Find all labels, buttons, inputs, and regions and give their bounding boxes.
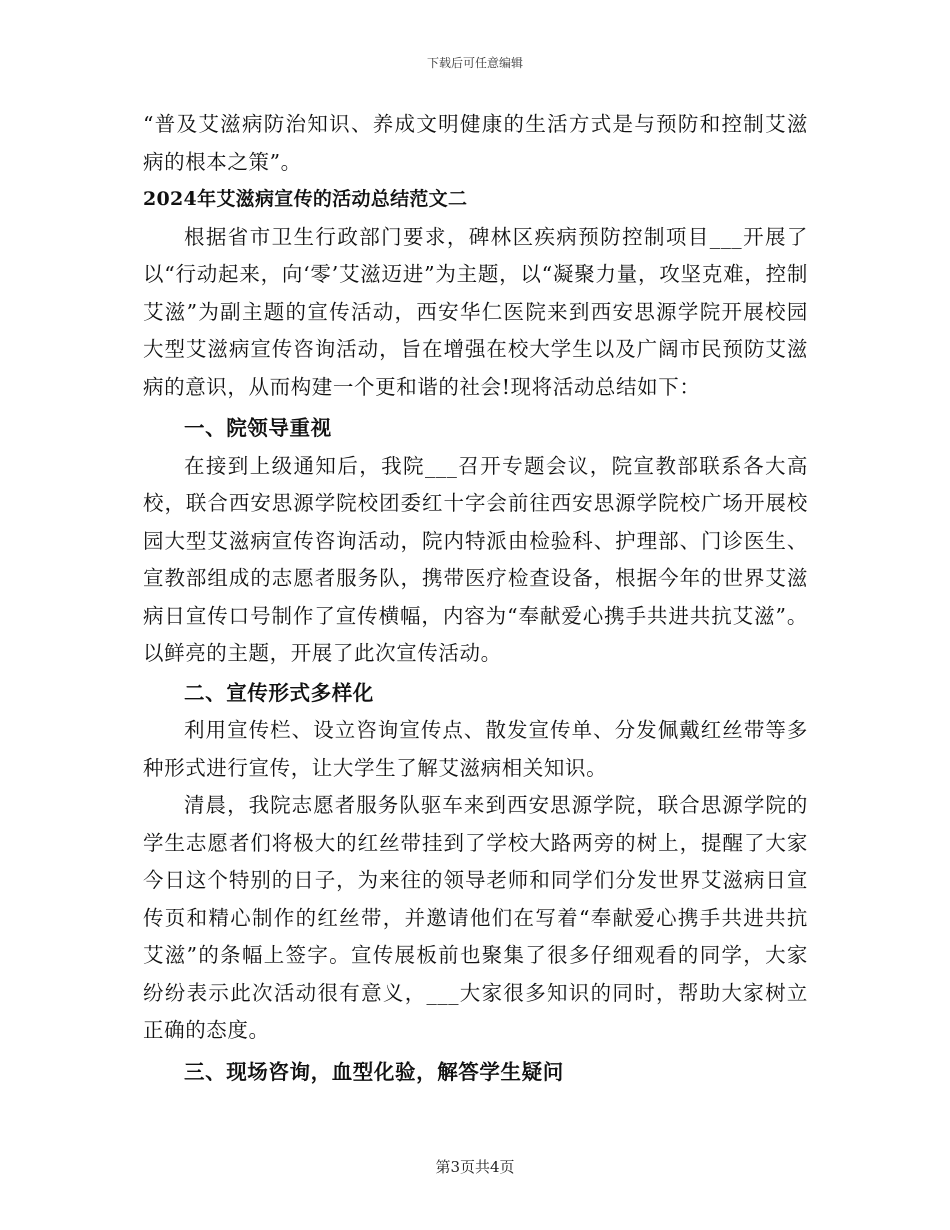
page-footer: 第3页共4页 [435,1158,515,1176]
paragraph-overview: 根据省市卫生行政部门要求，碑林区疾病预防控制项目___开展了以“行动起来，向‘零’艾滋迈进”为主题，以“凝聚力量，攻坚克难，控制艾滋”为副主题的宣传活动，西安华仁医院来到西安思源学院开展校园大型艾滋病宣传咨询活动，旨在增强在校大学生以及广阔市民预防艾滋病的意识，从而构建一个更和谐的社会!现将活动总结如下： [143,224,808,399]
page-header: 下载后可任意编辑 [426,56,523,70]
paragraph-leadership: 在接到上级通知后，我院___召开专题会议，院宣教部联系各大高校，联合西安思源学院校团委红十字会前往西安思源学院校广场开展校园大型艾滋病宣传咨询活动，院内特派由检验科、护理部、门诊医生、宣教部组成的志愿者服务队，携带医疗检查设备，根据今年的世界艾滋病日宣传口号制作了宣传横幅，内容为“奉献爱心携手共进共抗艾滋”。以鲜亮的主题，开展了此次宣传活动。 [143,453,808,665]
intro-paragraph: “普及艾滋病防治知识、养成文明健康的生活方式是与预防和控制艾滋病的根本之策”。 [143,112,808,174]
document-title: 2024年艾滋病宣传的活动总结范文二 [143,188,468,210]
section-heading-2: 二、宣传形式多样化 [184,680,374,705]
document-body [143,106,808,1091]
paragraph-morning: 清晨，我院志愿者服务队驱车来到西安思源学院，联合思源学院的学生志愿者们将极大的红丝带挂到了学校大路两旁的树上，提醒了大家今日这个特别的日子，为来往的领导老师和同学们分发世界艾滋病日宣传页和精心制作的红丝带，并邀请他们在写着“奉献爱心携手共进共抗艾滋”的条幅上签字。宣传展板前也聚集了很多仔细观看的同学，大家纷纷表示此次活动很有意义，___大家很多知识的同时，帮助大家树立正确的态度。 [143,793,808,1042]
paragraph-forms: 利用宣传栏、设立咨询宣传点、散发宣传单、分发佩戴红丝带等多种形式进行宣传，让大学生了解艾滋病相关知识。 [143,718,808,780]
section-heading-3: 三、现场咨询，血型化验，解答学生疑问 [184,1059,564,1084]
section-heading-1: 一、院领导重视 [184,416,332,440]
